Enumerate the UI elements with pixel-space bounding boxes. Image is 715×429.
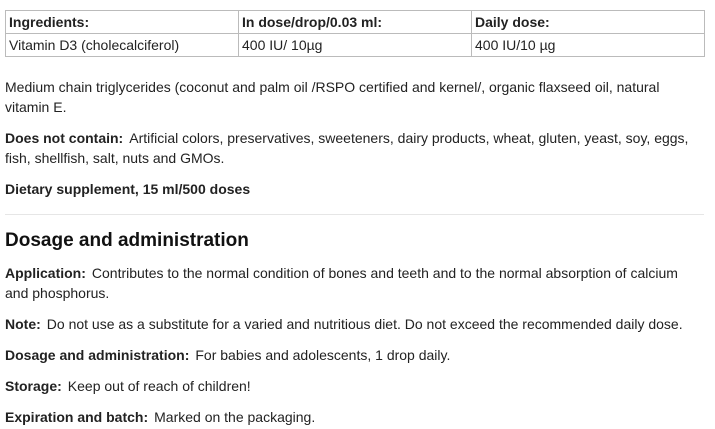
does-not-contain-label: Does not contain: xyxy=(5,130,124,146)
product-info xyxy=(5,10,704,427)
storage-label: Storage: xyxy=(5,378,62,394)
dosage-text: For babies and adolescents, 1 drop daily. xyxy=(195,347,451,363)
section-divider xyxy=(5,214,704,215)
section-title: Dosage and administration xyxy=(5,230,249,251)
cell-daily-dose: 400 IU/10 µg xyxy=(472,34,705,57)
cell-dose-per-drop: 400 IU/ 10µg xyxy=(239,34,472,57)
expiration-label: Expiration and batch: xyxy=(5,409,149,425)
note-label: Note: xyxy=(5,316,41,332)
storage xyxy=(5,376,704,396)
note xyxy=(5,314,704,334)
application xyxy=(5,263,704,303)
application-text: Contributes to the normal condition of bones and teeth and to the normal absorption of calcium and phosphorus. xyxy=(5,265,678,301)
dosage-label: Dosage and administration: xyxy=(5,347,190,363)
header-dose-per-drop: In dose/drop/0.03 ml: xyxy=(239,11,472,34)
application-label: Application: xyxy=(5,265,86,281)
cell-ingredient-name: Vitamin D3 (cholecalciferol) xyxy=(6,34,239,57)
ingredients-table xyxy=(5,10,705,57)
table-row xyxy=(6,34,705,57)
header-ingredients: Ingredients: xyxy=(6,11,239,34)
expiration-text: Marked on the packaging. xyxy=(154,409,316,425)
table-header-row xyxy=(6,11,705,34)
header-daily-dose: Daily dose: xyxy=(472,11,705,34)
supplement-text: Dietary supplement, 15 ml/500 doses xyxy=(5,181,251,197)
note-text: Do not use as a substitute for a varied and nutritious diet. Do not exceed the recommended daily dose. xyxy=(46,316,683,332)
does-not-contain xyxy=(5,128,704,168)
composition-text: Medium chain triglycerides (coconut and palm oil /RSPO certified and kernel/, organic flaxseed oil, natural vitamin E. xyxy=(5,79,660,115)
storage-text: Keep out of reach of children! xyxy=(67,378,251,394)
does-not-contain-text: Artificial colors, preservatives, sweeteners, dairy products, wheat, gluten, yeast, soy, eggs, fish, shellfish, salt, nuts and GMOs. xyxy=(5,130,689,166)
expiration xyxy=(5,407,704,427)
dosage xyxy=(5,345,704,365)
